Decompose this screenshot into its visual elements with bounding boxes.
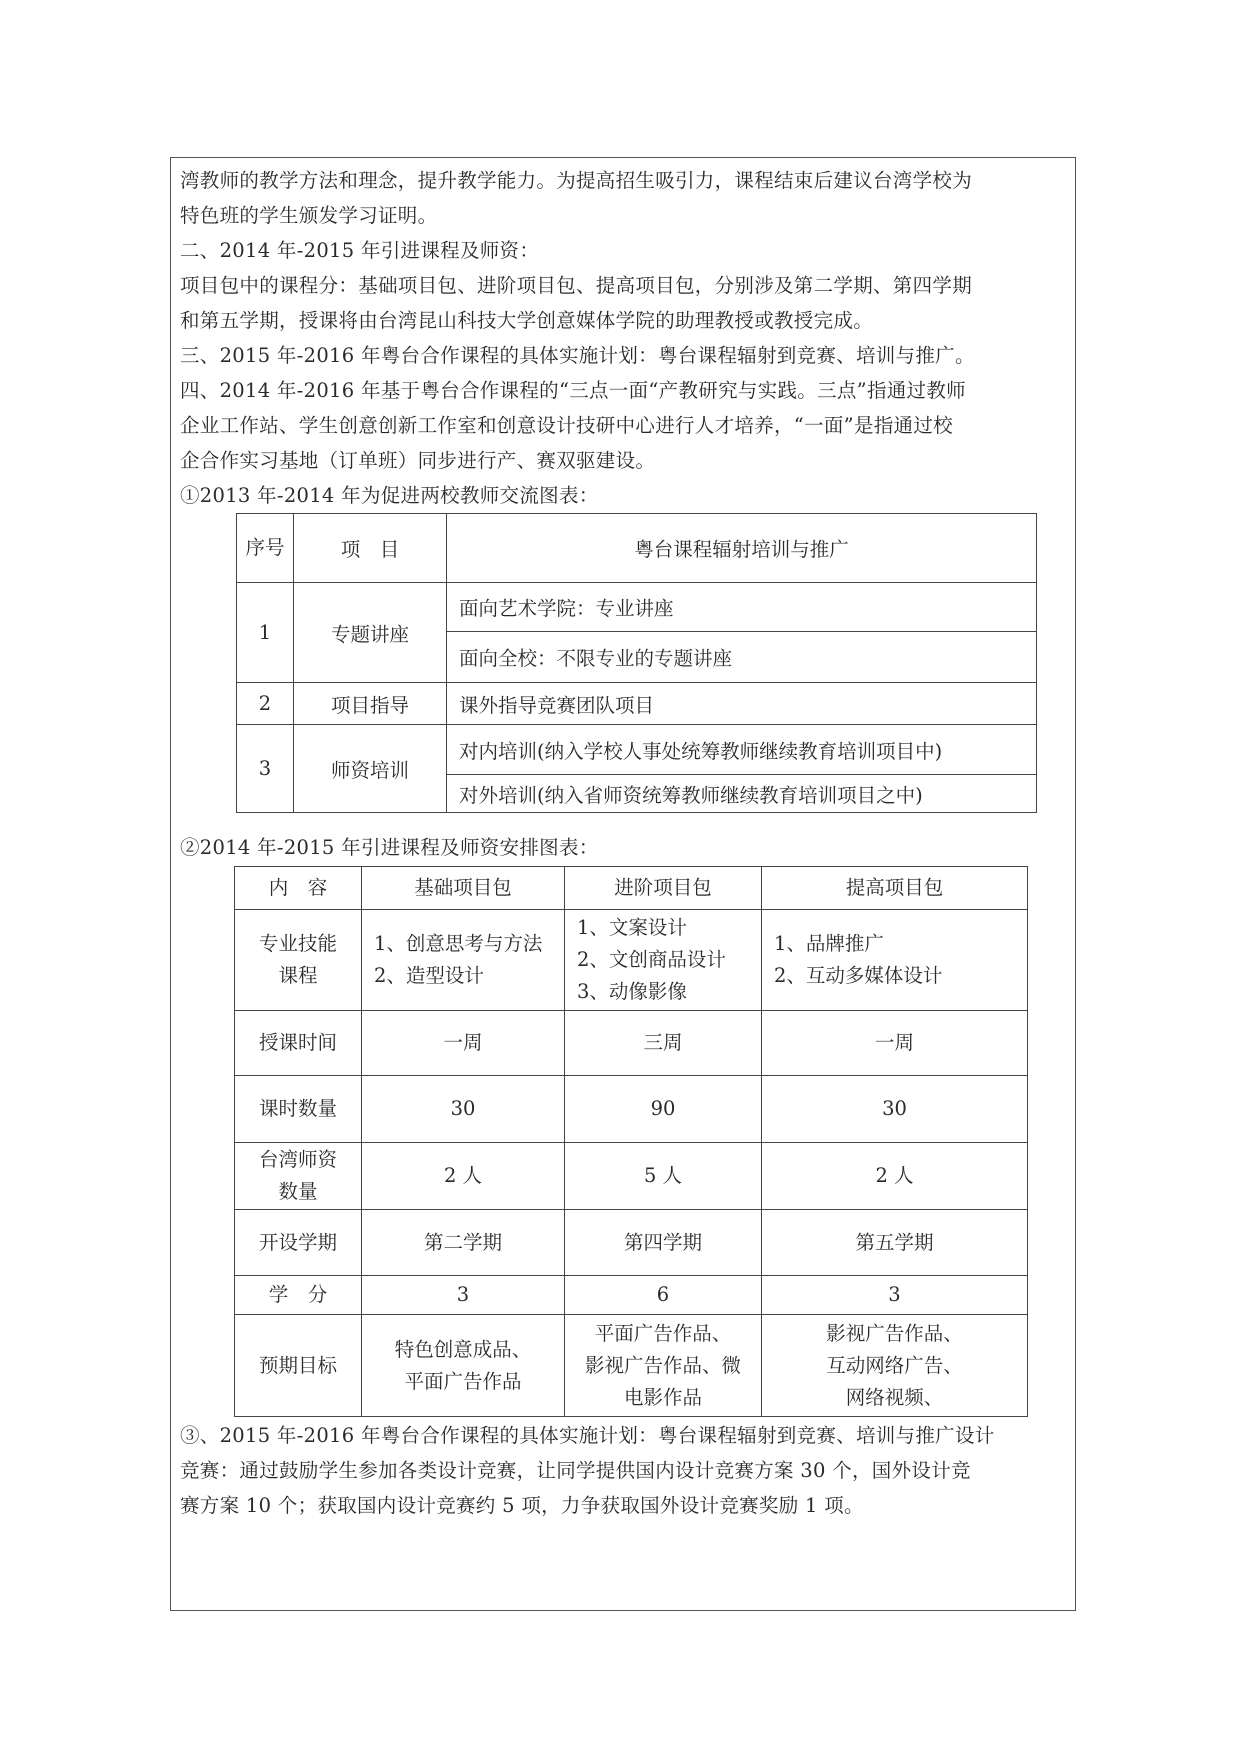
table-cell: 一周	[362, 1011, 565, 1076]
paragraph-line: 和第五学期，授课将由台湾昆山科技大学创意媒体学院的助理教授或教授完成。	[180, 309, 874, 332]
row-detail: 面向全校：不限专业的专题讲座	[447, 632, 1037, 683]
paragraph-line: 特色班的学生颁发学习证明。	[180, 204, 438, 227]
row-no: 1	[237, 583, 294, 683]
table-row	[235, 1076, 1028, 1143]
table-cell: 30	[762, 1076, 1028, 1143]
section-3-line: 竞赛：通过鼓励学生参加各类设计竞赛，让同学提供国内设计竞赛方案 30 个，国外设计竞	[180, 1459, 971, 1482]
table-row	[235, 910, 1028, 1011]
section-3-line: 赛方案 10 个；获取国内设计竞赛约 5 项，力争获取国外设计竞赛奖励 1 项。	[180, 1494, 864, 1517]
table-cell: 6	[565, 1276, 762, 1315]
row-detail: 对内培训(纳入学校人事处统筹教师继续教育培训项目中)	[447, 725, 1037, 775]
table-row	[235, 1210, 1028, 1276]
row-item: 专题讲座	[294, 583, 447, 683]
table-cell: 特色创意成品、 平面广告作品	[362, 1315, 565, 1417]
header-title: 粤台课程辐射培训与推广	[447, 514, 1037, 583]
header-cell: 基础项目包	[362, 867, 565, 910]
table-cell: 1、创意思考与方法 2、造型设计	[362, 910, 565, 1011]
table-row	[235, 1315, 1028, 1417]
row-label: 专业技能课程	[235, 910, 362, 1011]
table-cell: 5 人	[565, 1143, 762, 1210]
header-no: 序号	[237, 514, 294, 583]
table-cell: 30	[362, 1076, 565, 1143]
course-schedule-table	[234, 866, 1028, 1417]
table-cell: 影视广告作品、 互动网络广告、 网络视频、	[762, 1315, 1028, 1417]
row-label: 课时数量	[235, 1076, 362, 1143]
section-heading-2: 二、2014 年-2015 年引进课程及师资：	[180, 239, 540, 262]
table-row	[235, 1276, 1028, 1315]
table-cell: 90	[565, 1076, 762, 1143]
row-detail: 面向艺术学院：专业讲座	[447, 583, 1037, 632]
table-cell: 平面广告作品、 影视广告作品、微 电影作品	[565, 1315, 762, 1417]
table-cell: 1、品牌推广 2、互动多媒体设计	[762, 910, 1028, 1011]
row-label: 开设学期	[235, 1210, 362, 1276]
row-item: 师资培训	[294, 725, 447, 813]
table-cell: 3	[362, 1276, 565, 1315]
paragraph-line: 企业工作站、学生创意创新工作室和创意设计技研中心进行人才培养，“一面”是指通过校	[180, 414, 953, 437]
header-cell: 提高项目包	[762, 867, 1028, 910]
section-heading-3: 三、2015 年-2016 年粤台合作课程的具体实施计划：粤台课程辐射到竞赛、培训与推广。	[180, 344, 975, 367]
section-heading-4: 四、2014 年-2016 年基于粤台合作课程的“三点一面“产教研究与实践。三点”指通过教师	[180, 379, 966, 402]
header-cell: 内 容	[235, 867, 362, 910]
table-cell: 第五学期	[762, 1210, 1028, 1276]
table-cell: 2 人	[362, 1143, 565, 1210]
row-item: 项目指导	[294, 683, 447, 725]
table-cell: 第二学期	[362, 1210, 565, 1276]
teacher-exchange-table	[236, 513, 1037, 813]
row-no: 3	[237, 725, 294, 813]
row-label: 学 分	[235, 1276, 362, 1315]
table-cell: 三周	[565, 1011, 762, 1076]
row-label: 预期目标	[235, 1315, 362, 1417]
table-cell: 3	[762, 1276, 1028, 1315]
row-detail: 课外指导竞赛团队项目	[447, 683, 1037, 725]
row-label: 台湾师资数量	[235, 1143, 362, 1210]
paragraph-line: 项目包中的课程分：基础项目包、进阶项目包、提高项目包，分别涉及第二学期、第四学期	[180, 274, 973, 297]
row-no: 2	[237, 683, 294, 725]
table2-caption: ②2014 年-2015 年引进课程及师资安排图表：	[180, 836, 599, 859]
table-row	[235, 1011, 1028, 1076]
table-cell: 2 人	[762, 1143, 1028, 1210]
table-cell: 第四学期	[565, 1210, 762, 1276]
table-cell: 1、文案设计 2、文创商品设计 3、动像影像	[565, 910, 762, 1011]
table1-caption: ①2013 年-2014 年为促进两校教师交流图表：	[180, 484, 599, 507]
row-detail: 对外培训(纳入省师资统筹教师继续教育培训项目之中)	[447, 775, 1037, 813]
paragraph-line: 湾教师的教学方法和理念，提升教学能力。为提高招生吸引力，课程结束后建议台湾学校为	[180, 169, 973, 192]
row-label: 授课时间	[235, 1011, 362, 1076]
table-cell: 一周	[762, 1011, 1028, 1076]
header-cell: 进阶项目包	[565, 867, 762, 910]
header-item: 项 目	[294, 514, 447, 583]
section-3-line: ③、2015 年-2016 年粤台合作课程的具体实施计划：粤台课程辐射到竞赛、培训与推广设计	[180, 1424, 995, 1447]
paragraph-line: 企合作实习基地（订单班）同步进行产、赛双驱建设。	[180, 449, 656, 472]
table-row	[235, 1143, 1028, 1210]
